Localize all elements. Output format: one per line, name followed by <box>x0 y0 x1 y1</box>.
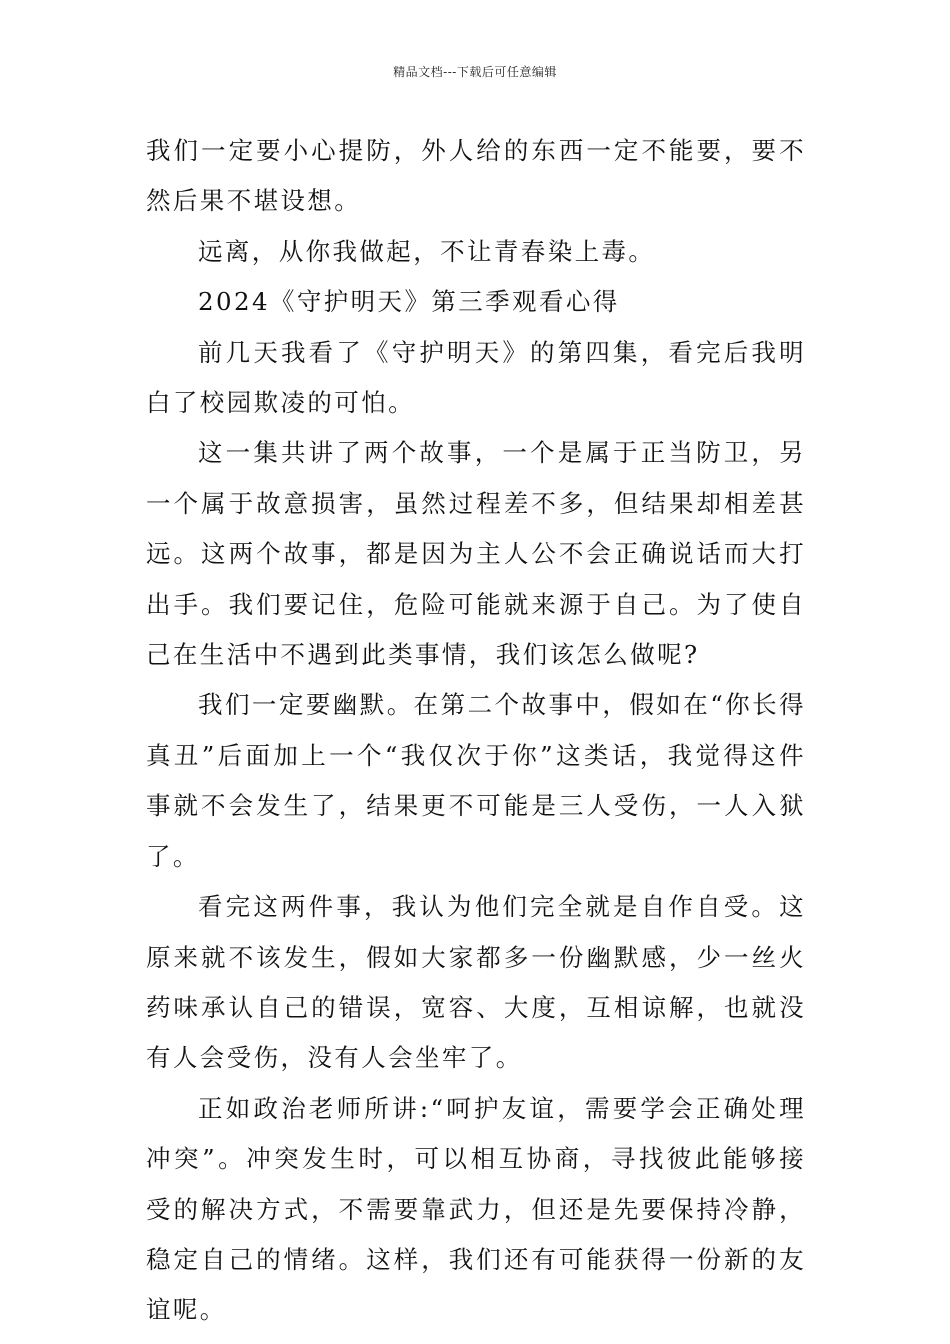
paragraph: 前几天我看了《守护明天》的第四集，看完后我明白了校园欺凌的可怕。 <box>146 337 806 418</box>
page-header: 精品文档---下载后可任意编辑 <box>393 65 557 79</box>
paragraph: 我们一定要小心提防，外人给的东西一定不能要，要不然后果不堪设想。 <box>146 136 806 216</box>
paragraph: 看完这两件事，我认为他们完全就是自作自受。这原来就不该发生，假如大家都多一份幽默感，少一丝火药味承认自己的错误，宽容、大度，互相谅解，也就没有人会受伤，没有人会坐牢了。 <box>146 892 806 1073</box>
paragraph: 这一集共讲了两个故事，一个是属于正当防卫，另一个属于故意损害，虽然过程差不多，但结果却相差甚远。这两个故事，都是因为主人公不会正确说话而大打出手。我们要记住，危险可能就来源于自己。为了使自己在生活中不遇到此类事情，我们该怎么做呢? <box>146 438 806 670</box>
paragraph: 正如政治老师所讲:“呵护友谊，需要学会正确处理冲突”。冲突发生时，可以相互协商，寻找彼此能够接受的解决方式，不需要靠武力，但还是先要保持冷静，稳定自己的情绪。这样，我们还有可能获得一份新的友谊呢。 <box>146 1093 806 1325</box>
paragraph: 我们一定要幽默。在第二个故事中，假如在“你长得真丑”后面加上一个“我仅次于你”这类话，我觉得这件事就不会发生了，结果更不可能是三人受伤，一人入狱了。 <box>146 690 806 871</box>
paragraph: 远离，从你我做起，不让青春染上毒。 <box>198 236 656 266</box>
section-title: 2024《守护明天》第三季观看心得 <box>198 287 620 317</box>
document-body <box>146 126 806 1336</box>
